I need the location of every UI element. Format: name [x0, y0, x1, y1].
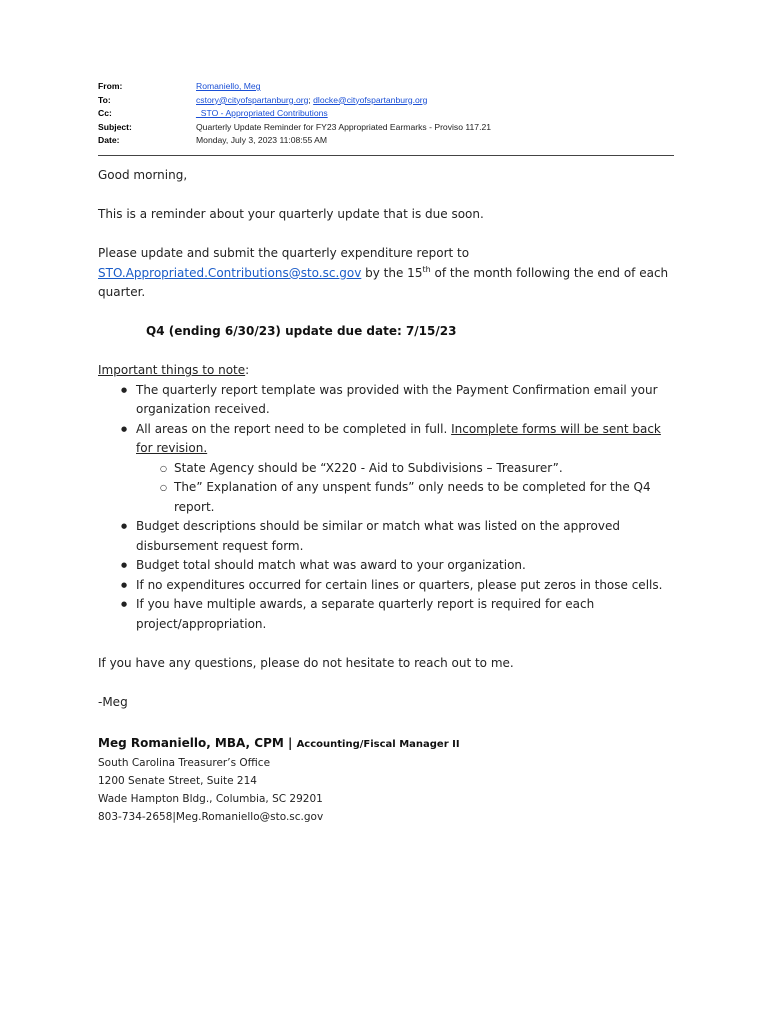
date-row [98, 134, 674, 148]
submit-text-3: of the month following the end of each quarter. [98, 265, 669, 299]
q4-due-date: Q4 (ending 6/30/23) update due date: 7/15/23 [146, 324, 457, 338]
to-row [98, 94, 674, 108]
submit-instructions [98, 244, 678, 303]
signature-title: Accounting/Fiscal Manager II [296, 739, 460, 750]
signature-address-1: 1200 Senate Street, Suite 214 [98, 775, 257, 787]
signature-contact: 803-734-2658|Meg.Romaniello@sto.sc.gov [98, 811, 324, 823]
greeting: Good morning, [98, 168, 188, 182]
list-item: ● Budget descriptions should be similar or match what was listed on the approved disbursement request form. [136, 517, 678, 556]
to-address-2[interactable]: dlocke@cityofspartanburg.org [313, 94, 428, 105]
list-item: ● The quarterly report template was provided with the Payment Confirmation email your organization received. [136, 381, 678, 420]
subject-label: Subject: [98, 121, 132, 132]
submission-email-link[interactable]: STO.Appropriated.Contributions@sto.sc.gov [98, 265, 362, 280]
to-separator: ; [308, 94, 311, 105]
important-colon: : [245, 363, 250, 377]
submit-text-1: Please update and submit the quarterly expenditure report to [98, 246, 470, 260]
important-heading [98, 361, 678, 381]
questions-text: If you have any questions, please do not hesitate to reach out to me. [98, 655, 514, 670]
signature-separator: | [283, 736, 297, 750]
date-label: Date: [98, 135, 120, 146]
email-header [98, 80, 674, 148]
from-value[interactable]: Romaniello, Meg [196, 81, 261, 91]
list-item: ● If you have multiple awards, a separate quarterly report is required for each project/appropriation. [136, 595, 678, 634]
sub-list [136, 459, 678, 518]
from-row [98, 80, 674, 94]
from-label: From: [98, 81, 123, 91]
signature-address-2: Wade Hampton Bldg., Columbia, SC 29201 [98, 793, 323, 805]
subject-row [98, 121, 674, 135]
reminder-text: This is a reminder about your quarterly update that is due soon. [98, 207, 484, 221]
signoff: -Meg [98, 694, 128, 709]
notes-list [98, 381, 678, 635]
incomplete-forms-warning: Incomplete forms will be sent back for revision. [136, 421, 661, 455]
cc-row [98, 107, 674, 121]
header-divider [98, 155, 674, 156]
submit-text-2: by the 15 [361, 265, 423, 280]
list-item [136, 420, 678, 518]
list-item: ● Budget total should match what was award to your organization. [136, 556, 678, 576]
email-body [98, 166, 678, 712]
to-address-1[interactable]: cstory@cityofspartanburg.org [196, 94, 309, 105]
date-value: Monday, July 3, 2023 11:08:55 AM [196, 135, 328, 146]
list-item: ● If no expenditures occurred for certain lines or quarters, please put zeros in those cells. [136, 576, 678, 596]
important-heading-text: Important things to note [98, 363, 246, 377]
signature-block [98, 734, 678, 826]
cc-label: Cc: [98, 108, 112, 119]
to-label: To: [98, 94, 111, 105]
cc-value[interactable]: _STO - Appropriated Contributions [196, 108, 328, 119]
signature-org: South Carolina Treasurer’s Office [98, 757, 271, 769]
signature-name-line [98, 734, 678, 754]
subject-value: Quarterly Update Reminder for FY23 Appropriated Earmarks - Proviso 117.21 [196, 121, 492, 132]
sub-list-item: ○ State Agency should be “X220 - Aid to Subdivisions – Treasurer”. [174, 459, 678, 479]
sub-list-item: ○ The” Explanation of any unspent funds” only needs to be completed for the Q4 report. [174, 478, 678, 517]
ordinal-suffix: th [422, 264, 431, 274]
list-item-text: All areas on the report need to be completed in full. [136, 421, 452, 436]
signature-name: Meg Romaniello, MBA, CPM [98, 736, 284, 750]
